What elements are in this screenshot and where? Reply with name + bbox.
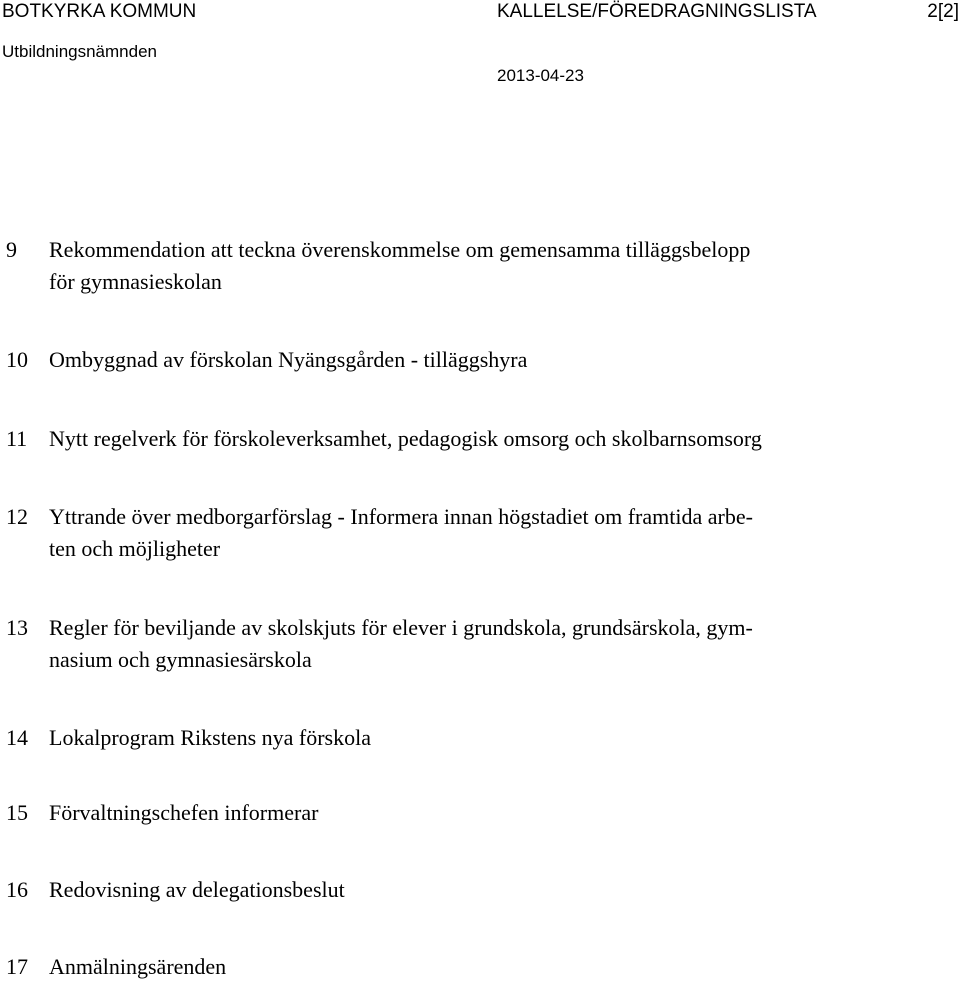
agenda-item-number: 13 — [6, 615, 28, 640]
agenda-item-title — [49, 722, 909, 754]
agenda-item-title-line: Nytt regelverk för förskoleverksamhet, pedagogisk omsorg och skolbarnsomsorg — [49, 426, 762, 451]
agenda-item-title — [49, 612, 909, 676]
document-type: KALLELSE/FÖREDRAGNINGSLISTA — [497, 1, 817, 22]
agenda-item-title — [49, 344, 909, 376]
agenda-item-title-line: Yttrande över medborgarförslag - Informera innan högstadiet om framtida arbe- — [49, 504, 753, 529]
agenda-item-title-line: Lokalprogram Rikstens nya förskola — [49, 725, 371, 750]
agenda-item-title-line: Förvaltningschefen informerar — [49, 800, 319, 825]
agenda-item-number: 11 — [6, 426, 28, 451]
agenda-item-title-line: Redovisning av delegationsbeslut — [49, 877, 345, 902]
agenda-item-number: 15 — [6, 800, 28, 825]
meeting-date: 2013-04-23 — [497, 66, 584, 85]
agenda-item-title — [49, 874, 909, 906]
page-number: 2[2] — [927, 1, 959, 22]
agenda-item-number: 9 — [6, 237, 17, 262]
agenda-item-title — [49, 797, 909, 829]
agenda-item-title-line: Anmälningsärenden — [49, 954, 227, 979]
agenda-item-title-line: nasium och gymnasiesärskola — [49, 647, 312, 672]
agenda-item-title — [49, 234, 909, 298]
agenda-item-title-line: Rekommendation att teckna överenskommelse om gemensamma tilläggsbelopp — [49, 237, 751, 262]
agenda-item-title-line: Ombyggnad av förskolan Nyängsgården - tilläggshyra — [49, 347, 528, 372]
agenda-item-title-line: Regler för beviljande av skolskjuts för elever i grundskola, grundsärskola, gym- — [49, 615, 753, 640]
agenda-item-title-line: för gymnasieskolan — [49, 269, 222, 294]
board-name: Utbildningsnämnden — [2, 42, 157, 61]
agenda-item-number: 14 — [6, 725, 28, 750]
agenda-item-title — [49, 501, 909, 565]
agenda-item-number: 10 — [6, 347, 28, 372]
agenda-item-number: 17 — [6, 954, 28, 979]
agenda-item-number: 12 — [6, 504, 28, 529]
agenda-item-number: 16 — [6, 877, 28, 902]
agenda-item-title — [49, 423, 909, 455]
organization-name: BOTKYRKA KOMMUN — [2, 1, 197, 22]
agenda-item-title — [49, 951, 909, 983]
agenda-item-title-line: ten och möjligheter — [49, 536, 221, 561]
page-header — [0, 0, 960, 100]
